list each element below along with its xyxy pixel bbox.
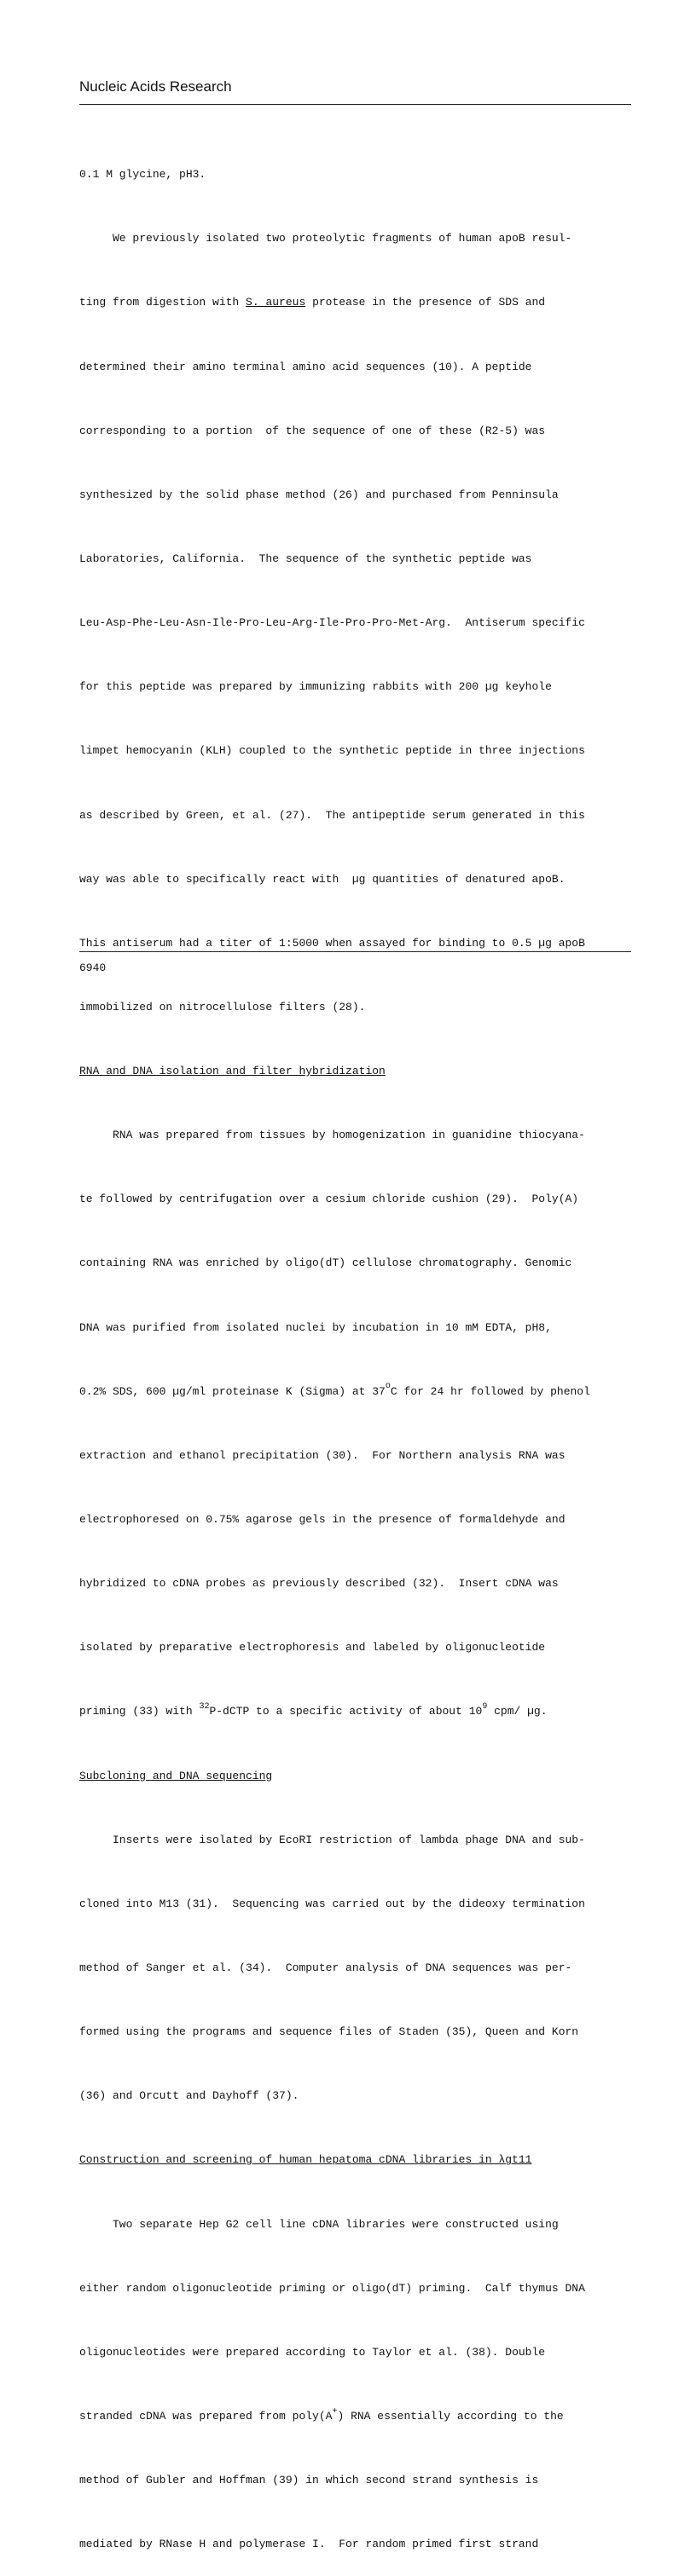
text-line: cloned into M13 (31). Sequencing was carried out by the dideoxy termination <box>79 1897 585 1910</box>
text-span: C for 24 hr followed by phenol <box>390 1384 590 1398</box>
text-line: mediated by RNase H and polymerase I. For random primed first strand <box>79 2538 539 2551</box>
section-heading: Construction and screening of human hepatoma cDNA libraries in λgt11 <box>79 2153 532 2167</box>
text-line: Laboratories, California. The sequence of the synthetic peptide was <box>79 552 532 565</box>
section-heading: Subcloning and DNA sequencing <box>79 1769 273 1782</box>
text-line: 0.1 M glycine, pH3. <box>79 168 206 182</box>
article-body <box>79 121 642 2576</box>
superscript: 32 <box>199 1702 210 1713</box>
text-line <box>79 1381 642 1402</box>
text-line: extraction and ethanol precipitation (30). For Northern analysis RNA was <box>79 1448 566 1462</box>
superscript: + <box>332 2406 338 2417</box>
text-span: P-dCTP to a specific activity of about 10 <box>209 1705 483 1718</box>
text-span: 0.2% SDS, 600 µg/ml proteinase K (Sigma) at 37 <box>79 1384 386 1398</box>
page-number: 6940 <box>79 962 107 974</box>
text-line: oligonucleotides were prepared according to Taylor et al. (38). Double <box>79 2345 546 2359</box>
text-span: ) RNA essentially according to the <box>337 2410 564 2423</box>
text-line <box>79 1701 642 1722</box>
text-line: DNA was purified from isolated nuclei by incubation in 10 mM EDTA, pH8, <box>79 1320 552 1334</box>
text-line: This antiserum had a titer of 1:5000 when assayed for binding to 0.5 µg apoB <box>79 936 585 950</box>
text-span: protease in the presence of SDS and <box>305 296 546 309</box>
section-heading: RNA and DNA isolation and filter hybridization <box>79 1065 386 1078</box>
text-line: hybridized to cDNA probes as previously described (32). Insert cDNA was <box>79 1577 559 1591</box>
superscript: 9 <box>482 1702 488 1713</box>
text-line: for this peptide was prepared by immunizing rabbits with 200 µg keyhole <box>79 680 552 694</box>
text-line: RNA was prepared from tissues by homogenization in guanidine thiocyana- <box>79 1129 585 1142</box>
text-line: immobilized on nitrocellulose filters (28). <box>79 1000 366 1014</box>
text-span: cpm/ µg. <box>487 1705 548 1718</box>
text-line: (36) and Orcutt and Dayhoff (37). <box>79 2089 299 2103</box>
text-line: isolated by preparative electrophoresis and labeled by oligonucleotide <box>79 1641 546 1655</box>
text-line: formed using the programs and sequence files of Staden (35), Queen and Korn <box>79 2025 579 2039</box>
text-line: Two separate Hep G2 cell line cDNA libraries were constructed using <box>79 2217 559 2231</box>
text-line <box>79 292 642 313</box>
superscript: o <box>385 1382 391 1392</box>
text-span: ting from digestion with <box>79 296 246 309</box>
text-span: stranded cDNA was prepared from poly(A <box>79 2410 333 2423</box>
header-rule <box>79 104 631 105</box>
text-line: Inserts were isolated by EcoRI restriction of lambda phage DNA and sub- <box>79 1833 585 1846</box>
footer-rule <box>79 951 631 952</box>
text-line: either random oligonucleotide priming or oligo(dT) priming. Calf thymus DNA <box>79 2281 585 2295</box>
text-line: We previously isolated two proteolytic fragments of human apoB resul- <box>79 232 572 245</box>
text-line: way was able to specifically react with µg quantities of denatured apoB. <box>79 872 566 886</box>
text-line: te followed by centrifugation over a cesium chloride cushion (29). Poly(A) <box>79 1193 579 1206</box>
text-line: corresponding to a portion of the sequence of one of these (R2-5) was <box>79 424 546 437</box>
text-line: synthesized by the solid phase method (26) and purchased from Penninsula <box>79 488 559 501</box>
text-span: priming (33) with <box>79 1705 200 1718</box>
species-name: S. aureus <box>246 296 306 309</box>
text-line: method of Gubler and Hoffman (39) in which second strand synthesis is <box>79 2474 539 2487</box>
text-line: limpet hemocyanin (KLH) coupled to the synthetic peptide in three injections <box>79 744 585 758</box>
text-line <box>79 2406 642 2427</box>
text-line: as described by Green, et al. (27). The antipeptide serum generated in this <box>79 808 585 822</box>
journal-title: Nucleic Acids Research <box>79 78 232 95</box>
text-line: containing RNA was enriched by oligo(dT) cellulose chromatography. Genomic <box>79 1256 572 1270</box>
text-line: Leu-Asp-Phe-Leu-Asn-Ile-Pro-Leu-Arg-Ile-Pro-Pro-Met-Arg. Antiserum specific <box>79 616 585 630</box>
text-line: method of Sanger et al. (34). Computer analysis of DNA sequences was per- <box>79 1961 572 1975</box>
text-line: electrophoresed on 0.75% agarose gels in the presence of formaldehyde and <box>79 1513 566 1527</box>
text-line: determined their amino terminal amino acid sequences (10). A peptide <box>79 360 532 373</box>
